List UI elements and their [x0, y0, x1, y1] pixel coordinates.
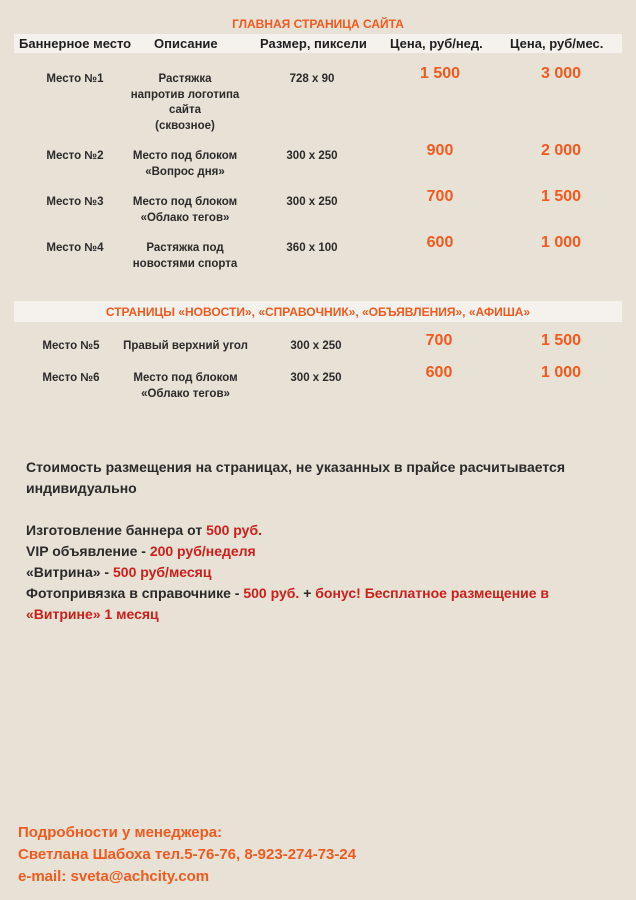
contact-heading: Подробности у менеджера: — [18, 824, 223, 841]
row-price-month: 1 500 — [540, 188, 582, 205]
row-size: 300 x 250 — [290, 372, 342, 384]
row-description: Растяжка под новостями спорта — [132, 242, 238, 270]
service-label: «Витрина» - — [26, 564, 113, 580]
service-label: VIP объявление - — [26, 543, 150, 559]
row-size: 300 x 250 — [286, 150, 338, 162]
row-price-week: 700 — [425, 332, 453, 349]
row-place: Место №3 — [46, 196, 104, 208]
row-place: Место №4 — [46, 242, 104, 254]
row-price-month: 1 000 — [540, 234, 582, 251]
pages-section-header — [14, 301, 622, 322]
header-place: Баннерное место — [19, 36, 132, 51]
contact-email[interactable]: e-mail: sveta@achcity.com — [18, 868, 210, 885]
row-size: 300 x 250 — [286, 196, 338, 208]
row-price-month: 3 000 — [540, 65, 582, 82]
service-showcase — [26, 562, 606, 583]
service-label: Фотопривязка в справочнике - — [26, 585, 244, 601]
pages-section-title: СТРАНИЦЫ «НОВОСТИ», «СПРАВОЧНИК», «ОБЪЯВЛЕНИЯ», «АФИША» — [105, 305, 531, 319]
row-place: Место №2 — [46, 150, 104, 162]
row-place: Место №1 — [46, 73, 104, 85]
row-size: 300 x 250 — [290, 340, 342, 352]
row-price-week: 700 — [426, 188, 454, 205]
service-price: 500 руб. — [243, 585, 300, 601]
service-vip — [26, 541, 606, 562]
row-description: Место под блоком «Вопрос дня» — [132, 150, 238, 178]
services-list — [26, 520, 606, 625]
row-description: Правый верхний угол — [123, 340, 248, 352]
row-price-month: 1 000 — [540, 364, 582, 381]
service-label: Изготовление баннера от — [26, 522, 207, 538]
service-price: 500 руб. — [206, 522, 263, 538]
header-price-month: Цена, руб/мес. — [510, 36, 604, 51]
header-description: Описание — [154, 36, 218, 51]
service-bonus: бонус! Бесплатное размещение в «Витрине» 1 месяц — [26, 585, 550, 622]
header-price-week: Цена, руб/нед. — [390, 36, 483, 51]
row-place: Место №5 — [42, 340, 100, 352]
row-description: Место под блоком «Облако тегов» — [132, 196, 238, 224]
row-price-month: 2 000 — [540, 142, 582, 159]
contact-phone: Светлана Шабоха тел.5-76-76, 8-923-274-73-24 — [18, 846, 357, 863]
header-size: Размер, пиксели — [260, 36, 367, 51]
table-header — [14, 34, 622, 53]
row-price-week: 1 500 — [419, 65, 461, 82]
row-price-week: 600 — [426, 234, 454, 251]
row-size: 360 x 100 — [286, 242, 338, 254]
row-price-month: 1 500 — [540, 332, 582, 349]
contact-block — [18, 822, 618, 888]
service-price: 500 руб/месяц — [113, 564, 212, 580]
row-description: Место под блоком «Облако тегов» — [133, 372, 238, 400]
pricing-note: Стоимость размещения на страницах, не указанных в прайсе расчитывается индивидуально — [26, 459, 565, 496]
service-price: 200 руб/неделя — [149, 543, 256, 559]
main-section-title: ГЛАВНАЯ СТРАНИЦА САЙТА — [232, 17, 404, 31]
row-place: Место №6 — [42, 372, 100, 384]
row-price-week: 900 — [426, 142, 454, 159]
row-size: 728 x 90 — [289, 73, 335, 85]
row-price-week: 600 — [425, 364, 453, 381]
service-photo — [26, 583, 606, 625]
row-description: Растяжка напротив логотипа сайта (сквозное) — [130, 73, 240, 132]
service-plus: + — [299, 585, 316, 601]
service-banner — [26, 520, 606, 541]
